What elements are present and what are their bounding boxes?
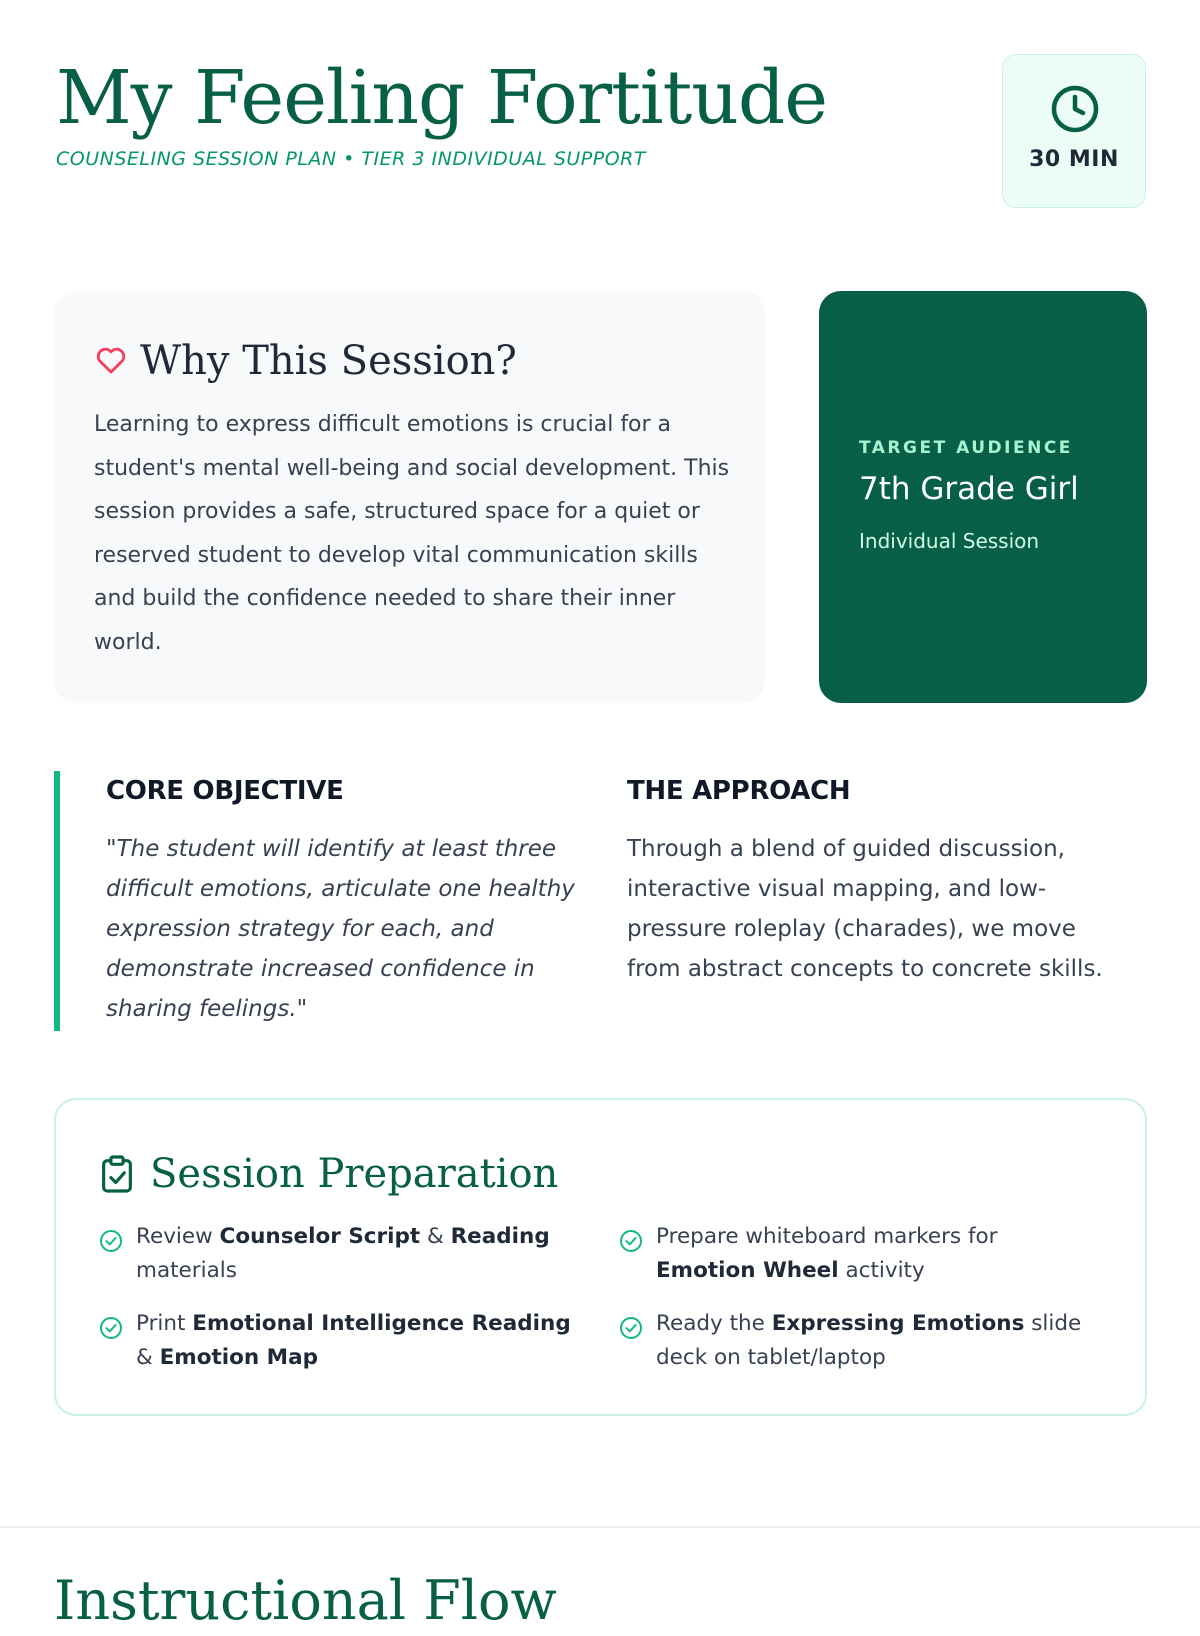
session-preparation-card (54, 1098, 1147, 1416)
target-audience-card (819, 291, 1147, 703)
why-session-text: Learning to express difficult emotions is crucial for a student's mental well-being and social development. This session provides a safe, structured space for a quiet or reserved student to develop vital communication skills and build the confidence needed to share their inner world. (94, 412, 730, 655)
target-audience-title: 7th Grade Girl (859, 471, 1079, 507)
why-session-title: Why This Session? (140, 338, 517, 384)
page-header (56, 52, 1146, 212)
clipboard-check-icon (100, 1154, 134, 1194)
core-objective-text: "The student will identify at least three difficult emotions, articulate one healthy expression strategy for each, and demonstrate increased confidence in sharing feelings." (106, 836, 575, 1022)
session-preparation-title: Session Preparation (150, 1151, 559, 1197)
clock-icon (1049, 83, 1101, 135)
prep-item-text: Ready the Expressing Emotions slide deck on tablet/laptop (656, 1311, 1082, 1370)
prep-item-text: Review Counselor Script & Reading materials (136, 1224, 550, 1283)
heart-icon (94, 343, 128, 377)
approach-section (627, 771, 1147, 1031)
page-subtitle: COUNSELING SESSION PLAN • TIER 3 INDIVIDUAL SUPPORT (56, 148, 646, 170)
prep-item-text: Print Emotional Intelligence Reading & Emotion Map (136, 1311, 571, 1370)
target-audience-subtitle: Individual Session (859, 529, 1040, 553)
duration-label: 30 MIN (1029, 147, 1119, 172)
page-title: My Feeling Fortitude (56, 55, 828, 141)
target-audience-label: TARGET AUDIENCE (859, 438, 1073, 458)
check-circle-icon (98, 1228, 124, 1254)
check-circle-icon (98, 1315, 124, 1341)
duration-badge (1002, 54, 1146, 208)
prep-item-text: Prepare whiteboard markers for Emotion Wheel activity (656, 1224, 998, 1283)
core-objective-title: CORE OBJECTIVE (106, 776, 344, 806)
check-circle-icon (618, 1228, 644, 1254)
instructional-flow-title: Instructional Flow (54, 1569, 557, 1632)
check-circle-icon (618, 1315, 644, 1341)
approach-text: Through a blend of guided discussion, interactive visual mapping, and low-pressure roleplay (charades), we move from abstract concepts to concrete skills. (627, 836, 1103, 982)
why-session-card (54, 291, 765, 703)
section-divider (0, 1526, 1200, 1528)
approach-title: THE APPROACH (627, 776, 851, 806)
core-objective-section (54, 771, 574, 1031)
